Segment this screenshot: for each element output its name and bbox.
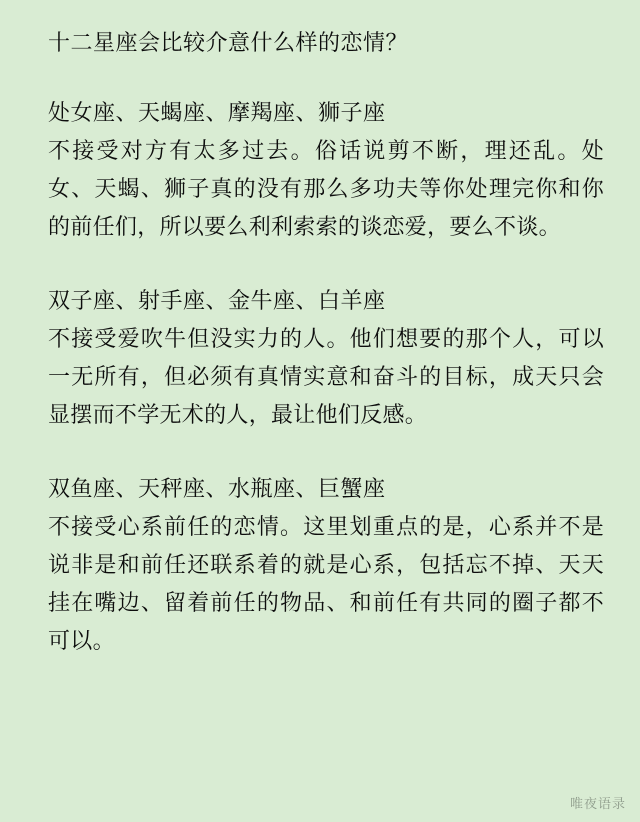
section-body: 不接受爱吹牛但没实力的人。他们想要的那个人，可以一无所有，但必须有真情实意和奋斗的目标，成天只会显摆而不学无术的人，最让他们反感。 [48, 326, 604, 427]
section-block [48, 282, 604, 434]
watermark: 唯夜语录 [569, 796, 626, 811]
section-body: 不接受心系前任的恋情。这里划重点的是，心系并不是说非是和前任还联系着的就是心系，包括忘不掉、天天挂在嘴边、留着前任的物品、和前任有共同的圈子都不可以。 [48, 514, 604, 653]
section-signs: 双鱼座、天秤座、水瓶座、巨蟹座 [48, 476, 386, 501]
section-block [48, 94, 604, 246]
section-body: 不接受对方有太多过去。俗话说剪不断，理还乱。处女、天蝎、狮子真的没有那么多功夫等你处理完你和你的前任们，所以要么利利索索的谈恋爱，要么不谈。 [48, 138, 604, 239]
page-title: 十二星座会比较介意什么样的恋情？ [48, 30, 409, 55]
section-signs: 双子座、射手座、金牛座、白羊座 [48, 288, 386, 313]
section-signs: 处女座、天蝎座、摩羯座、狮子座 [48, 100, 386, 125]
section-block [48, 470, 604, 660]
